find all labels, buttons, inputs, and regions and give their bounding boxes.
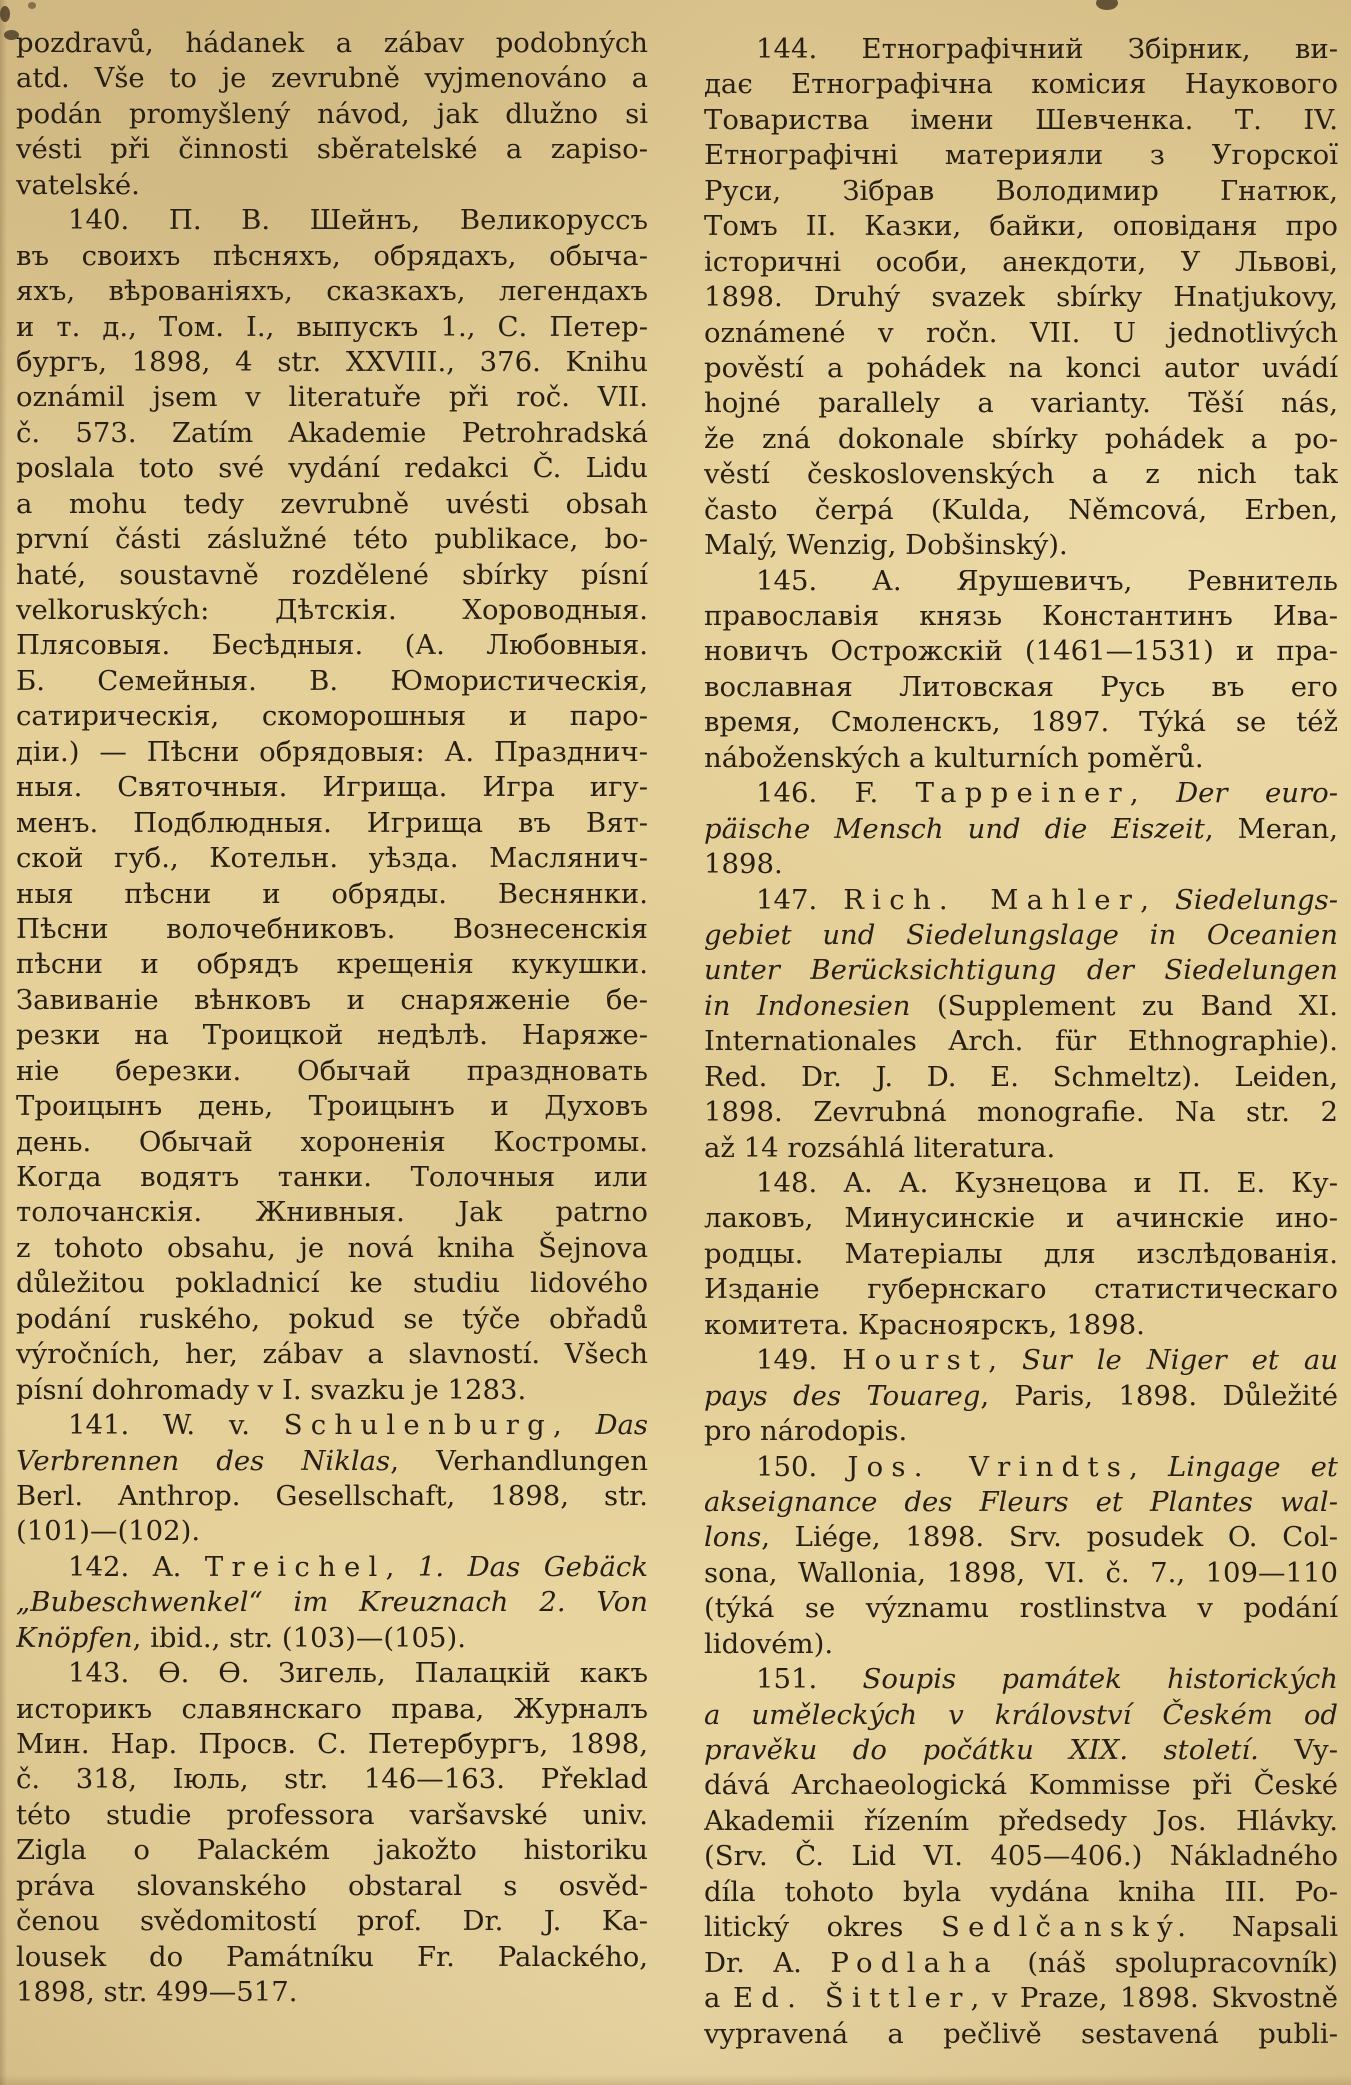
right-column [704, 32, 1338, 2052]
scan-artifact [1096, 0, 1118, 10]
text-line: ской губ., Котельн. уѣзда. Маслянич- [16, 842, 648, 875]
text-line: lidovém). [704, 1627, 834, 1660]
text-line: haté, soustavně rozdělené sbírky písní [16, 558, 648, 591]
text-line: čenou svědomitostí prof. Dr. J. Ka- [16, 1905, 648, 1938]
text-line: Zigla o Palackém jakožto historiku [16, 1834, 648, 1867]
text-line: Мин. Нар. Просв. С. Петербургъ, 1898, [16, 1728, 648, 1760]
text-line: історичні особи, анекдоти, У Львові, [704, 245, 1338, 278]
text-line: дає Етнографічна комісия Наукового [704, 68, 1338, 101]
text-line: (101)—(102). [16, 1515, 201, 1548]
text-line: lousek do Památníku Fr. Palackého, [16, 1940, 648, 1973]
text-line: Троицынъ день, Троицынъ и Духовъ [16, 1090, 648, 1123]
text-line: Пѣсни волочебниковъ. Вознесенскія [16, 912, 648, 945]
text-line: vypravená a pečlivě sestavená publi- [704, 2017, 1338, 2050]
text-line: вославная Литовская Русь въ его [704, 670, 1338, 703]
text-line: často čerpá (Kulda, Němcová, Erben, [704, 493, 1338, 526]
text-line: Knöpfen, ibid., str. (103)—(105). [16, 1621, 467, 1654]
text-line: православія князь Константинъ Ива- [704, 600, 1338, 632]
text-line: pozdravů, hádanek a zábav podobných [16, 27, 648, 59]
text-line: въ своихъ пѣсняхъ, обрядахъ, обыча- [16, 239, 648, 272]
text-line: 151. Soupis památek historických [756, 1663, 1338, 1696]
text-line: písní dohromady v I. svazku je 1283. [16, 1373, 527, 1406]
text-line: историкъ славянскаго права, Журналъ [16, 1692, 648, 1725]
text-line: ныя. Святочныя. Игрища. Игра игу- [16, 771, 648, 804]
text-line: бургъ, 1898, 4 str. XXVIII., 376. Knihu [16, 345, 648, 378]
text-line: oznámil jsem v literatuře při roč. VII. [16, 381, 648, 414]
text-line: 143. Ѳ. Ѳ. Зигель, Палацкій какъ [68, 1657, 648, 1690]
text-line: gebiet und Siedelungslage in Oceanien [704, 918, 1338, 951]
text-line: комитета. Красноярскъ, 1898. [704, 1308, 1145, 1341]
text-line: Завиваніе вѣнковъ и снаряженіе бе- [16, 983, 648, 1016]
text-line: věstí československých a z nich tak [704, 458, 1338, 491]
text-line: 140. П. В. Шейнъ, Великоруссъ [68, 204, 648, 237]
text-line: vatelské. [16, 168, 140, 201]
text-line: hojné parallely a varianty. Těší nás, [704, 387, 1338, 420]
text-line: 1898. Zevrubná monografie. Na str. 2 [704, 1096, 1338, 1129]
text-line: unter Berücksichtigung der Siedelungen [704, 954, 1338, 987]
text-line: výročních, her, zábav a slavností. Všech [16, 1338, 648, 1371]
text-line: sona, Wallonia, 1898, VI. č. 7., 109—110 [704, 1556, 1338, 1589]
text-line: 146. F. Tappeiner, Der euro- [756, 777, 1338, 810]
text-line: 150. Jos. Vrindts, Lingage et [756, 1450, 1338, 1483]
text-line: že zná dokonale sbírky pohádek a po- [704, 422, 1338, 455]
text-line: vésti při činnosti sběratelské a zapiso- [16, 133, 648, 166]
text-line: Berl. Anthrop. Gesellschaft, 1898, str. [16, 1479, 648, 1512]
text-line: и т. д., Том. I., выпускъ 1., С. Петер- [16, 310, 648, 343]
text-line: akseignance des Fleurs et Plantes wal- [704, 1485, 1338, 1518]
text-line: Dr. A. Podlaha (náš spolupracovník) [704, 1946, 1338, 1979]
text-line: první části záslužné této publikace, bo- [16, 523, 648, 556]
text-line: Malý, Wenzig, Dobšinský). [704, 529, 1068, 562]
text-line: время, Смоленскъ, 1897. Týká se též [704, 706, 1338, 739]
text-line: сатирическія, скоморошныя и паро- [16, 700, 648, 733]
text-line: Б. Семейныя. В. Юмористическія, [16, 664, 648, 697]
text-line: litický okres Sedlčanský. Napsali [704, 1911, 1338, 1944]
text-line: dává Archaeologická Kommisse při České [704, 1769, 1338, 1802]
scan-artifact [28, 2, 36, 9]
text-line: 142. A. Treichel, 1. Das Gebäck [68, 1550, 648, 1583]
text-line: ныя пѣсни и обряды. Веснянки. [16, 877, 648, 910]
text-line: 148. А. А. Кузнецова и П. Е. Ку- [756, 1167, 1338, 1199]
text-line: Verbrennen des Niklas, Verhandlungen [16, 1444, 648, 1477]
text-line: день. Обычай хороненія Костромы. [16, 1125, 648, 1158]
text-line: яхъ, вѣрованіяхъ, сказкахъ, легендахъ [16, 275, 648, 308]
text-line: резки на Троицкой недѣлѣ. Наряже- [16, 1019, 648, 1052]
text-line: lons, Liége, 1898. Srv. posudek O. Col- [704, 1521, 1338, 1554]
scan-artifact [0, 6, 10, 22]
text-line: ніе березки. Обычай праздновать [16, 1054, 648, 1087]
text-line: Руси, Зібрав Володимир Гнатюк, [704, 174, 1338, 207]
text-line: пѣсни и обрядъ крещенія кукушки. [16, 948, 648, 981]
text-line: č. 573. Zatím Akademie Petrohradská [16, 416, 648, 449]
text-line: 147. Rich. Mahler, Siedelungs- [756, 883, 1338, 916]
left-column [16, 26, 648, 2011]
text-line: z tohoto obsahu, je nová kniha Šejnova [16, 1231, 648, 1264]
text-line: a uměleckých v království Českém od [704, 1698, 1338, 1731]
text-line: podání ruského, pokud se týče obřadů [16, 1302, 648, 1335]
text-line: 1898. [704, 848, 783, 881]
text-line: poslala toto své vydání redakci Č. Lidu [16, 452, 648, 485]
text-line: päische Mensch und die Eiszeit, Meran, [704, 812, 1338, 845]
page-bottom-edge-shadow [0, 2075, 1351, 2085]
text-line: (Srv. Č. Lid VI. 405—406.) Nákladného [704, 1840, 1338, 1873]
text-line: důležitou pokladnicí ke studiu lidového [16, 1267, 648, 1300]
text-line: Изданіе губернскаго статистическаго [704, 1273, 1338, 1306]
text-line: 1898, str. 499—517. [16, 1976, 298, 2009]
text-line: 145. А. Ярушевичъ, Ревнитель [756, 564, 1338, 597]
text-line: až 14 rozsáhlá literatura. [704, 1131, 1056, 1164]
text-line: Томъ II. Казки, байки, оповіданя про [704, 210, 1338, 243]
text-line: 144. Етнографічний Збірник, ви- [756, 33, 1338, 65]
text-line: новичъ Острожскій (1461—1531) и пра- [704, 635, 1338, 668]
text-line: této studie professora varšavské univ. [16, 1798, 648, 1831]
text-line: (týká se významu rostlinstva v podání [704, 1592, 1338, 1625]
text-line: родцы. Матеріалы для изслѣдованія. [704, 1237, 1338, 1270]
text-line: podán promyšlený návod, jak dlužno si [16, 97, 648, 130]
text-line: „Bubeschwenkel“ im Kreuznach 2. Von [16, 1586, 648, 1619]
text-line: діи.) — Пѣсни обрядовыя: А. Празднич- [16, 735, 648, 768]
text-line: pravěku do počátku XIX. století. Vy- [704, 1734, 1338, 1766]
text-line: 149. Hourst, Sur le Niger et au [756, 1344, 1338, 1377]
page-left-edge-shadow [0, 0, 7, 2085]
text-line: práva slovanského obstaral s osvěd- [16, 1869, 648, 1902]
text-line: a Ed. Šittler, v Praze, 1898. Skvostně [704, 1982, 1338, 2015]
text-line: velkoruských: Дѣтскія. Хороводныя. [16, 594, 648, 626]
text-line: pro národopis. [704, 1415, 908, 1448]
text-line: толочанскія. Жнивныя. Jak patrno [16, 1196, 648, 1229]
text-line: Когда водятъ танки. Толочныя или [16, 1161, 648, 1193]
text-line: oznámené v ročn. VII. U jednotlivých [704, 316, 1338, 349]
text-line: č. 318, Іюль, str. 146—163. Překlad [16, 1763, 648, 1796]
text-line: a mohu tedy zevrubně uvésti obsah [16, 487, 648, 520]
text-line: Akademii řízením předsedy Jos. Hlávky. [704, 1804, 1338, 1837]
text-line: лаковъ, Минусинскіе и ачинскіе ино- [704, 1202, 1338, 1235]
text-line: in Indonesien (Supplement zu Band XI. [704, 989, 1338, 1022]
text-line: менъ. Подблюдныя. Игрища въ Вят- [16, 806, 648, 839]
text-line: 141. W. v. Schulenburg, Das [68, 1409, 648, 1442]
text-line: díla tohoto byla vydána kniha III. Po- [704, 1875, 1338, 1908]
text-line: pověstí a pohádek na konci autor uvádí [704, 351, 1338, 384]
text-line: 1898. Druhý svazek sbírky Hnatjukovy, [704, 281, 1338, 314]
text-line: náboženských a kulturních poměrů. [704, 741, 1204, 774]
text-line: atd. Vše to je zevrubně vyjmenováno a [16, 62, 648, 95]
text-line: Плясовыя. Бесѣдныя. (А. Любовныя. [16, 629, 648, 662]
text-line: Internationales Arch. für Ethnographie). [704, 1025, 1338, 1058]
text-line: pays des Touareg, Paris, 1898. Důležité [704, 1379, 1338, 1412]
text-line: Етнографічні материяли з Угорскої [704, 139, 1338, 172]
text-line: Red. Dr. J. D. E. Schmeltz). Leiden, [704, 1060, 1338, 1093]
text-line: Товариства імени Шевченка. Т. IV. [704, 103, 1338, 136]
